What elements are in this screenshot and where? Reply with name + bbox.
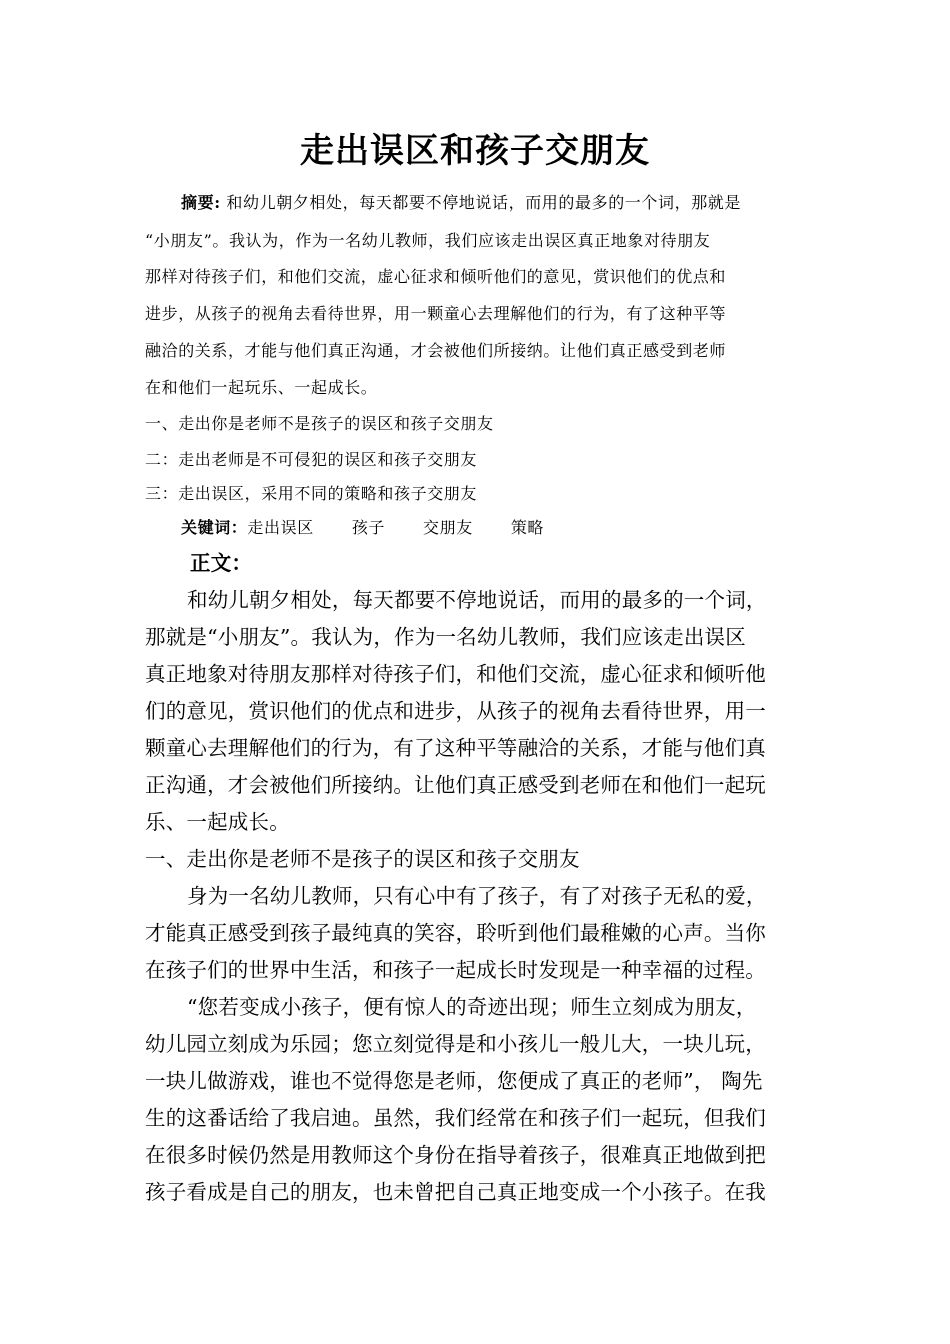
body-line: 和幼儿朝夕相处，每天都要不停地说话，而用的最多的一个词，	[187, 588, 767, 612]
keywords-line	[181, 518, 544, 538]
abstract-line: “小朋友”。我认为，作为一名幼儿教师，我们应该走出误区真正地象对待朋友	[145, 231, 711, 250]
keyword: 孩子	[351, 518, 386, 537]
abstract-line: 那样对待孩子们，和他们交流，虚心征求和倾听他们的意见，赏识他们的优点和	[145, 267, 727, 286]
outline-item: 二：走出老师是不可侵犯的误区和孩子交朋友	[145, 450, 478, 469]
body-line: 颗童心去理解他们的行为，有了这种平等融洽的关系，才能与他们真	[145, 736, 766, 760]
body-line: 正沟通，才会被他们所接纳。让他们真正感受到老师在和他们一起玩	[145, 773, 766, 797]
body-line: 幼儿园立刻成为乐园；您立刻觉得是和小孩儿一般儿大，一块儿玩，	[145, 1032, 766, 1056]
body-line: 在很多时候仍然是用教师这个身份在指导着孩子，很难真正地做到把	[145, 1143, 766, 1167]
outline-item: 一、走出你是老师不是孩子的误区和孩子交朋友	[145, 414, 494, 433]
body-line: 一块儿做游戏，谁也不觉得您是老师，您便成了真正的老师”， 陶先	[145, 1069, 763, 1093]
keyword: 走出误区	[247, 518, 314, 537]
body-line: 孩子看成是自己的朋友，也未曾把自己真正地变成一个小孩子。在我	[145, 1180, 766, 1204]
abstract-label: 摘要:	[181, 193, 221, 212]
body-line: 生的这番话给了我启迪。虽然，我们经常在和孩子们一起玩，但我们	[145, 1106, 766, 1130]
keyword: 交朋友	[423, 518, 473, 537]
abstract-text: 和幼儿朝夕相处，每天都要不停地说话，而用的最多的一个词，那就是	[226, 193, 742, 212]
body-heading: 正文：	[190, 551, 253, 575]
section-heading: 一、走出你是老师不是孩子的误区和孩子交朋友	[145, 847, 580, 871]
keywords-label: 关键词：	[181, 518, 248, 537]
body-line: 那就是“小朋友”。我认为，作为一名幼儿教师，我们应该走出误区	[145, 625, 746, 649]
body-line: 才能真正感受到孩子最纯真的笑容，聆听到他们最稚嫩的心声。当你	[145, 921, 766, 945]
outline-item: 三：走出误区，采用不同的策略和孩子交朋友	[145, 484, 478, 503]
document-title: 走出误区和孩子交朋友	[300, 131, 650, 171]
body-line: 们的意见，赏识他们的优点和进步，从孩子的视角去看待世界，用一	[145, 699, 766, 723]
body-line: 真正地象对待朋友那样对待孩子们，和他们交流，虚心征求和倾听他	[145, 662, 766, 686]
abstract-line: 融洽的关系，才能与他们真正沟通，才会被他们所接纳。让他们真正感受到老师	[145, 341, 727, 360]
body-line: 在孩子们的世界中生活，和孩子一起成长时发现是一种幸福的过程。	[145, 958, 766, 982]
body-line: “您若变成小孩子，便有惊人的奇迹出现；师生立刻成为朋友，	[187, 995, 757, 1019]
body-line: 身为一名幼儿教师，只有心中有了孩子，有了对孩子无私的爱，	[187, 884, 767, 908]
abstract-line: 在和他们一起玩乐、一起成长。	[145, 378, 378, 397]
keyword: 策略	[510, 518, 545, 537]
abstract-line	[181, 193, 741, 213]
body-line: 乐、一起成长。	[145, 810, 290, 834]
abstract-line: 进步，从孩子的视角去看待世界，用一颗童心去理解他们的行为，有了这种平等	[145, 304, 727, 323]
